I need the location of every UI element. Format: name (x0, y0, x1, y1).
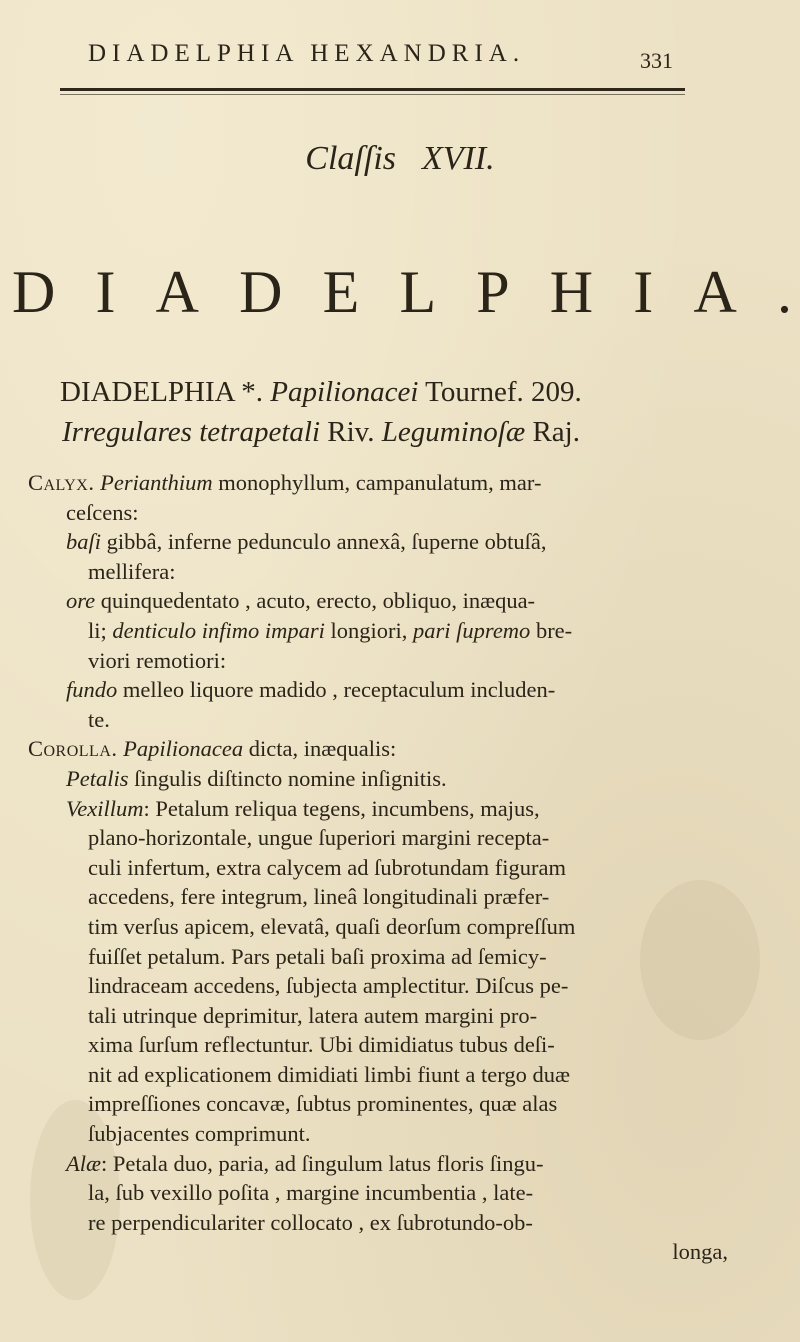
text-line: xima ſurſum reflectuntur. Ubi dimidiatus tubus deſi- (88, 1032, 555, 1058)
title-letter: A (693, 259, 737, 325)
text-line: viori remotiori: (88, 647, 227, 673)
text-line: nit ad explicationem dimidiati limbi fiunt a tergo duæ (88, 1061, 571, 1087)
text-line: mellifera: (88, 558, 176, 584)
title-letter: A (155, 259, 199, 325)
title-letter: L (399, 259, 437, 325)
class-label: Claſſis (305, 140, 396, 177)
text-line: Corolla. Papilionacea dicta, inæqualis: (28, 736, 397, 762)
text-line: fuiſſet petalum. Pars petali baſi proxima ad ſemicy- (88, 943, 547, 969)
text-line: impreſſiones concavæ, ſubtus prominentes, quæ alas (88, 1091, 558, 1117)
page-number: 331 (640, 48, 673, 73)
title-letter: H (549, 259, 594, 325)
header-rule-thin (60, 94, 685, 95)
title-letter: E (322, 259, 360, 325)
title-letter: P (476, 259, 510, 325)
text-line: Vexillum: Petalum reliqua tegens, incumbens, majus, (66, 795, 540, 821)
text-line: lindraceam accedens, ſubjecta amplectitur. Diſcus pe- (88, 973, 569, 999)
text-line: ore quinquedentato , acuto, erecto, obliquo, inæqua- (66, 588, 536, 614)
text-line: longa, (672, 1239, 728, 1265)
title-letter: I (633, 259, 654, 325)
intro-line-2: Irregulares tetrapetali Riv. Leguminoſæ Raj. (62, 416, 580, 448)
text-line: culi infertum, extra calycem ad ſubrotundam figuram (88, 854, 566, 880)
text-line: re perpendiculariter collocato , ex ſubrotundo-ob- (88, 1209, 533, 1235)
text-line: ceſcens: (66, 499, 139, 525)
text-line: Petalis ſingulis diſtincto nomine inſignitis. (66, 765, 447, 791)
title-letter: I (95, 259, 116, 325)
text-line: tali utrinque deprimitur, latera autem margini pro- (88, 1002, 538, 1028)
text-line: tim verſus apicem, elevatâ, quaſi deorſum compreſſum (88, 913, 576, 939)
class-number: XVII. (422, 140, 495, 177)
running-title: DIADELPHIA HEXANDRIA. (88, 40, 526, 67)
class-heading (0, 140, 800, 178)
text-line: li; denticulo infimo impari longiori, pari ſupremo bre- (88, 617, 573, 643)
class-intro (60, 372, 760, 452)
title-letter: D (239, 259, 283, 325)
title-letter: . (776, 259, 792, 325)
text-line: fundo melleo liquore madido , receptaculum includen- (66, 677, 556, 703)
description-text (28, 468, 768, 1267)
page-header (0, 40, 800, 80)
title-letter: D (12, 259, 56, 325)
section-title (12, 259, 792, 325)
intro-line-1: DIADELPHIA *. Papilionacei Tournef. 209. (60, 376, 582, 408)
text-line: baſi gibbâ, inferne pedunculo annexâ, ſuperne obtuſâ, (66, 529, 547, 555)
text-line: accedens, fere integrum, lineâ longitudinali præfer- (88, 884, 550, 910)
text-line: Alæ: Petala duo, paria, ad ſingulum latus floris ſingu- (66, 1150, 544, 1176)
text-line: ſubjacentes comprimunt. (88, 1121, 311, 1147)
text-line: te. (88, 706, 110, 732)
text-line: la, ſub vexillo poſita , margine incumbentia , late- (88, 1180, 534, 1206)
text-line: Calyx. Perianthium monophyllum, campanulatum, mar- (28, 470, 542, 495)
header-rule (60, 88, 685, 91)
text-line: plano-horizontale, ungue ſuperiori margini recepta- (88, 825, 550, 851)
